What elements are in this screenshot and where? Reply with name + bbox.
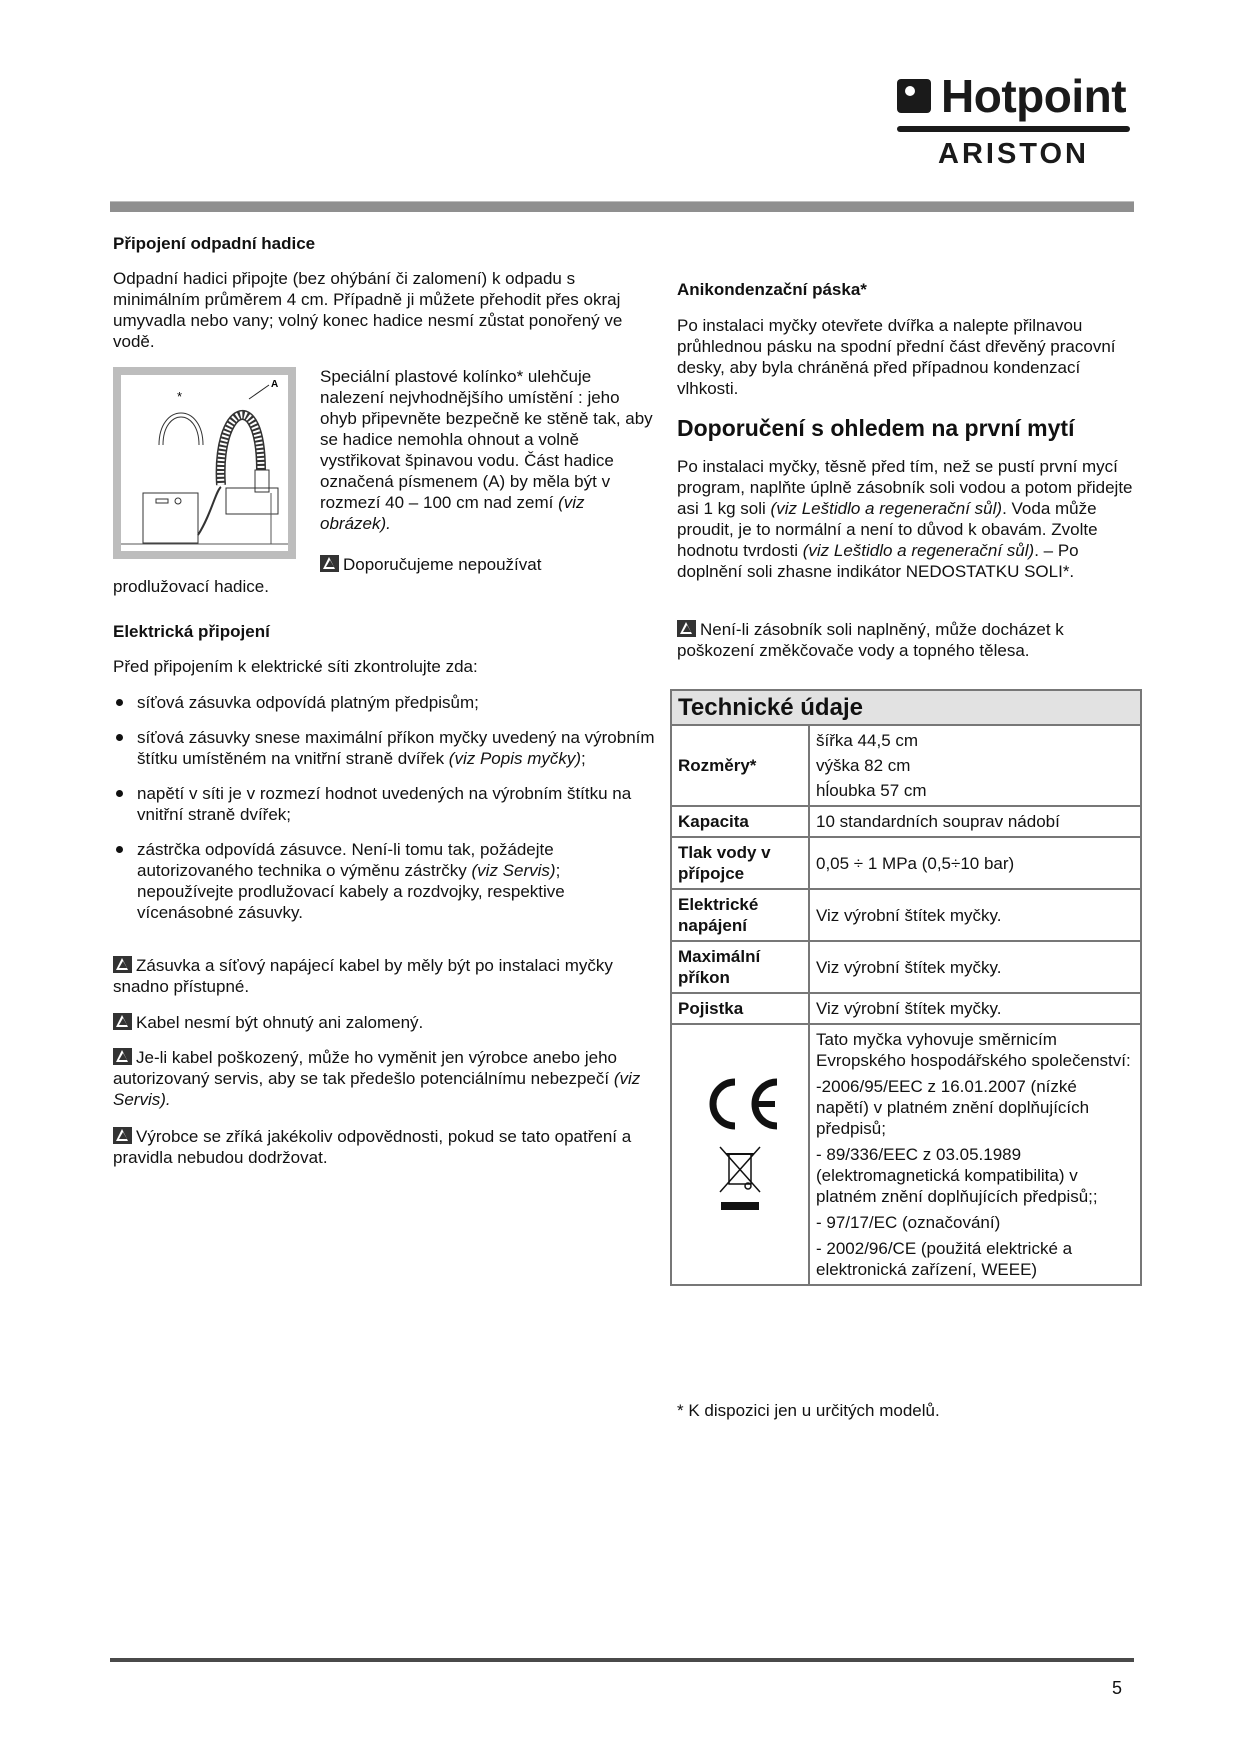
warning-cable-bend: Kabel nesmí být ohnutý ani zalomený. xyxy=(113,1012,658,1033)
weee-bin-icon xyxy=(720,1147,760,1210)
checklist-item: napětí v síti je v rozmezí hodnot uvedených na výrobním štítku na vnitřní straně dvířek; xyxy=(113,783,658,825)
first-wash-title: Doporučení s ohledem na první mytí xyxy=(677,415,1075,441)
brand-main: Hotpoint xyxy=(941,70,1127,122)
elbow-description: Speciální plastové kolínko* ulehčuje nalezení nejvhodnějšího umístění : jeho ohyb připevněte bezpečně ke stěně tak, aby se hadice nemohla ohnout a volně vystřikovat špinavou vodu. Část hadice označená písmenem (A) by měla být v rozmezí 40 – 100 cm nad zemí (viz obrázek). xyxy=(320,367,653,533)
table-row: Elektrické napájení Viz výrobní štítek myčky. xyxy=(671,889,1141,941)
checklist-item: síťová zásuvky snese maximální příkon myčky uvedený na výrobním štítku umístěném na vnitřní straně dvířek (viz Popis myčky); xyxy=(113,727,658,769)
svg-text:A: A xyxy=(271,379,279,390)
tape-title: Anikondenzační páska* xyxy=(677,280,867,299)
checklist-item: zástrčka odpovídá zásuvce. Není-li tomu tak, požádejte autorizovaného technika o výměnu zástrčky (viz Servis); nepoužívejte prodlužovací kabely a rozdvojky, respektive vícenásobné zásuvky. xyxy=(113,839,658,923)
page-number: 5 xyxy=(1112,1678,1123,1698)
warning-icon xyxy=(113,1048,132,1065)
warning-cable-damaged: Je-li kabel poškozený, může ho vyměnit jen výrobce anebo jeho autorizovaný servis, aby se tak předešlo potenciálnímu nebezpečí (viz Servis). xyxy=(113,1048,641,1109)
spec-table xyxy=(670,689,1142,1286)
brand-sub: ARISTON xyxy=(938,138,1089,170)
table-row: Kapacita 10 standardních souprav nádobí xyxy=(671,806,1141,837)
tape-paragraph: Po instalaci myčky otevřete dvířka a nalepte přilnavou průhlednou pásku na spodní přední část dřevěný pracovní desky, aby byla chráněná před případnou kondenzací vlhkosti. xyxy=(677,316,1116,398)
salt-warning: Není-li zásobník soli naplněný, může docházet k poškození změkčovače vody a topného tělesa. xyxy=(677,620,1064,660)
table-row: Rozměry* šířka 44,5 cm výška 82 cm hĺoubka 57 cm xyxy=(671,725,1141,806)
table-row xyxy=(671,1024,1141,1285)
compliance-marks xyxy=(671,1024,809,1285)
svg-text:*: * xyxy=(177,389,183,404)
electric-title: Elektrická připojení xyxy=(113,622,270,641)
drain-paragraph: Odpadní hadici připojte (bez ohýbání či zalomení) k odpadu s minimálním průměrem 4 cm. Případně ji můžete přehodit přes okraj umyvadla nebo vany; volný konec hadice nesmí zůstat ponořený ve vodě. xyxy=(113,269,623,351)
footer-rule xyxy=(110,1658,1134,1662)
header-rule xyxy=(110,201,1134,212)
table-row: Pojistka Viz výrobní štítek myčky. xyxy=(671,993,1141,1024)
first-wash-paragraph: Po instalaci myčky, těsně před tím, než se pustí první mycí program, naplňte úplně zásobník soli vodou a potom přidejte asi 1 kg soli (viz Leštidlo a regenerační sůl). Voda může proudit, je to normální a není to důvod k obavám. Zvolte hodnotu tvrdosti (viz Leštidlo a regenerační sůl). – Po doplnění soli zhasne indikátor NEDOSTATKU SOLI*. xyxy=(677,457,1133,581)
warning-icon xyxy=(677,620,696,637)
ce-mark-icon xyxy=(695,1072,785,1232)
brand-divider xyxy=(897,126,1130,132)
warning-socket: Zásuvka a síťový napájecí kabel by měly být po instalaci myčky snadno přístupné. xyxy=(113,956,613,996)
warning-icon xyxy=(113,1127,132,1144)
spec-table-title: Technické údaje xyxy=(671,690,1141,725)
brand-logo-icon xyxy=(897,79,931,113)
warning-liability: Výrobce se zříká jakékoliv odpovědnosti, pokud se tato opatření a pravidla nebudou dodržovat. xyxy=(113,1127,632,1167)
compliance-text: Tato myčka vyhovuje směrnicím Evropského hospodářského společenství: -2006/95/EEC z 16.01.2007 (nízké napětí) v platném znění doplňujících předpisů; - 89/336/EEC z 03.05.1989 (elektromagnetická kompatibilita) v platném znění doplňujících předpisů;; - 97/17/EC (označování) - 2002/96/CE (použitá elektrické a elektronická zařízení, WEEE) xyxy=(809,1024,1141,1285)
table-row: Tlak vody v přípojce 0,05 ÷ 1 MPa (0,5÷10 bar) xyxy=(671,837,1141,889)
brand-logo xyxy=(897,70,1137,176)
drain-title: Připojení odpadní hadice xyxy=(113,234,316,253)
drain-hose-figure xyxy=(113,367,296,559)
checklist-item: síťová zásuvka odpovídá platným předpisům; xyxy=(113,692,658,713)
warning-icon xyxy=(320,555,339,572)
warning-icon xyxy=(113,956,132,973)
table-row: Maximální příkon Viz výrobní štítek myčky. xyxy=(671,941,1141,993)
warning-icon xyxy=(113,1013,132,1030)
footnote: * K dispozici jen u určitých modelů. xyxy=(677,1401,940,1420)
electric-intro: Před připojením k elektrické síti zkontrolujte zda: xyxy=(113,657,478,676)
electric-checklist xyxy=(113,692,658,937)
hose-illustration-icon xyxy=(121,375,288,551)
extension-warning-continued: prodlužovací hadice. xyxy=(113,577,269,596)
extension-warning: Doporučujeme nepoužívat xyxy=(320,554,541,575)
